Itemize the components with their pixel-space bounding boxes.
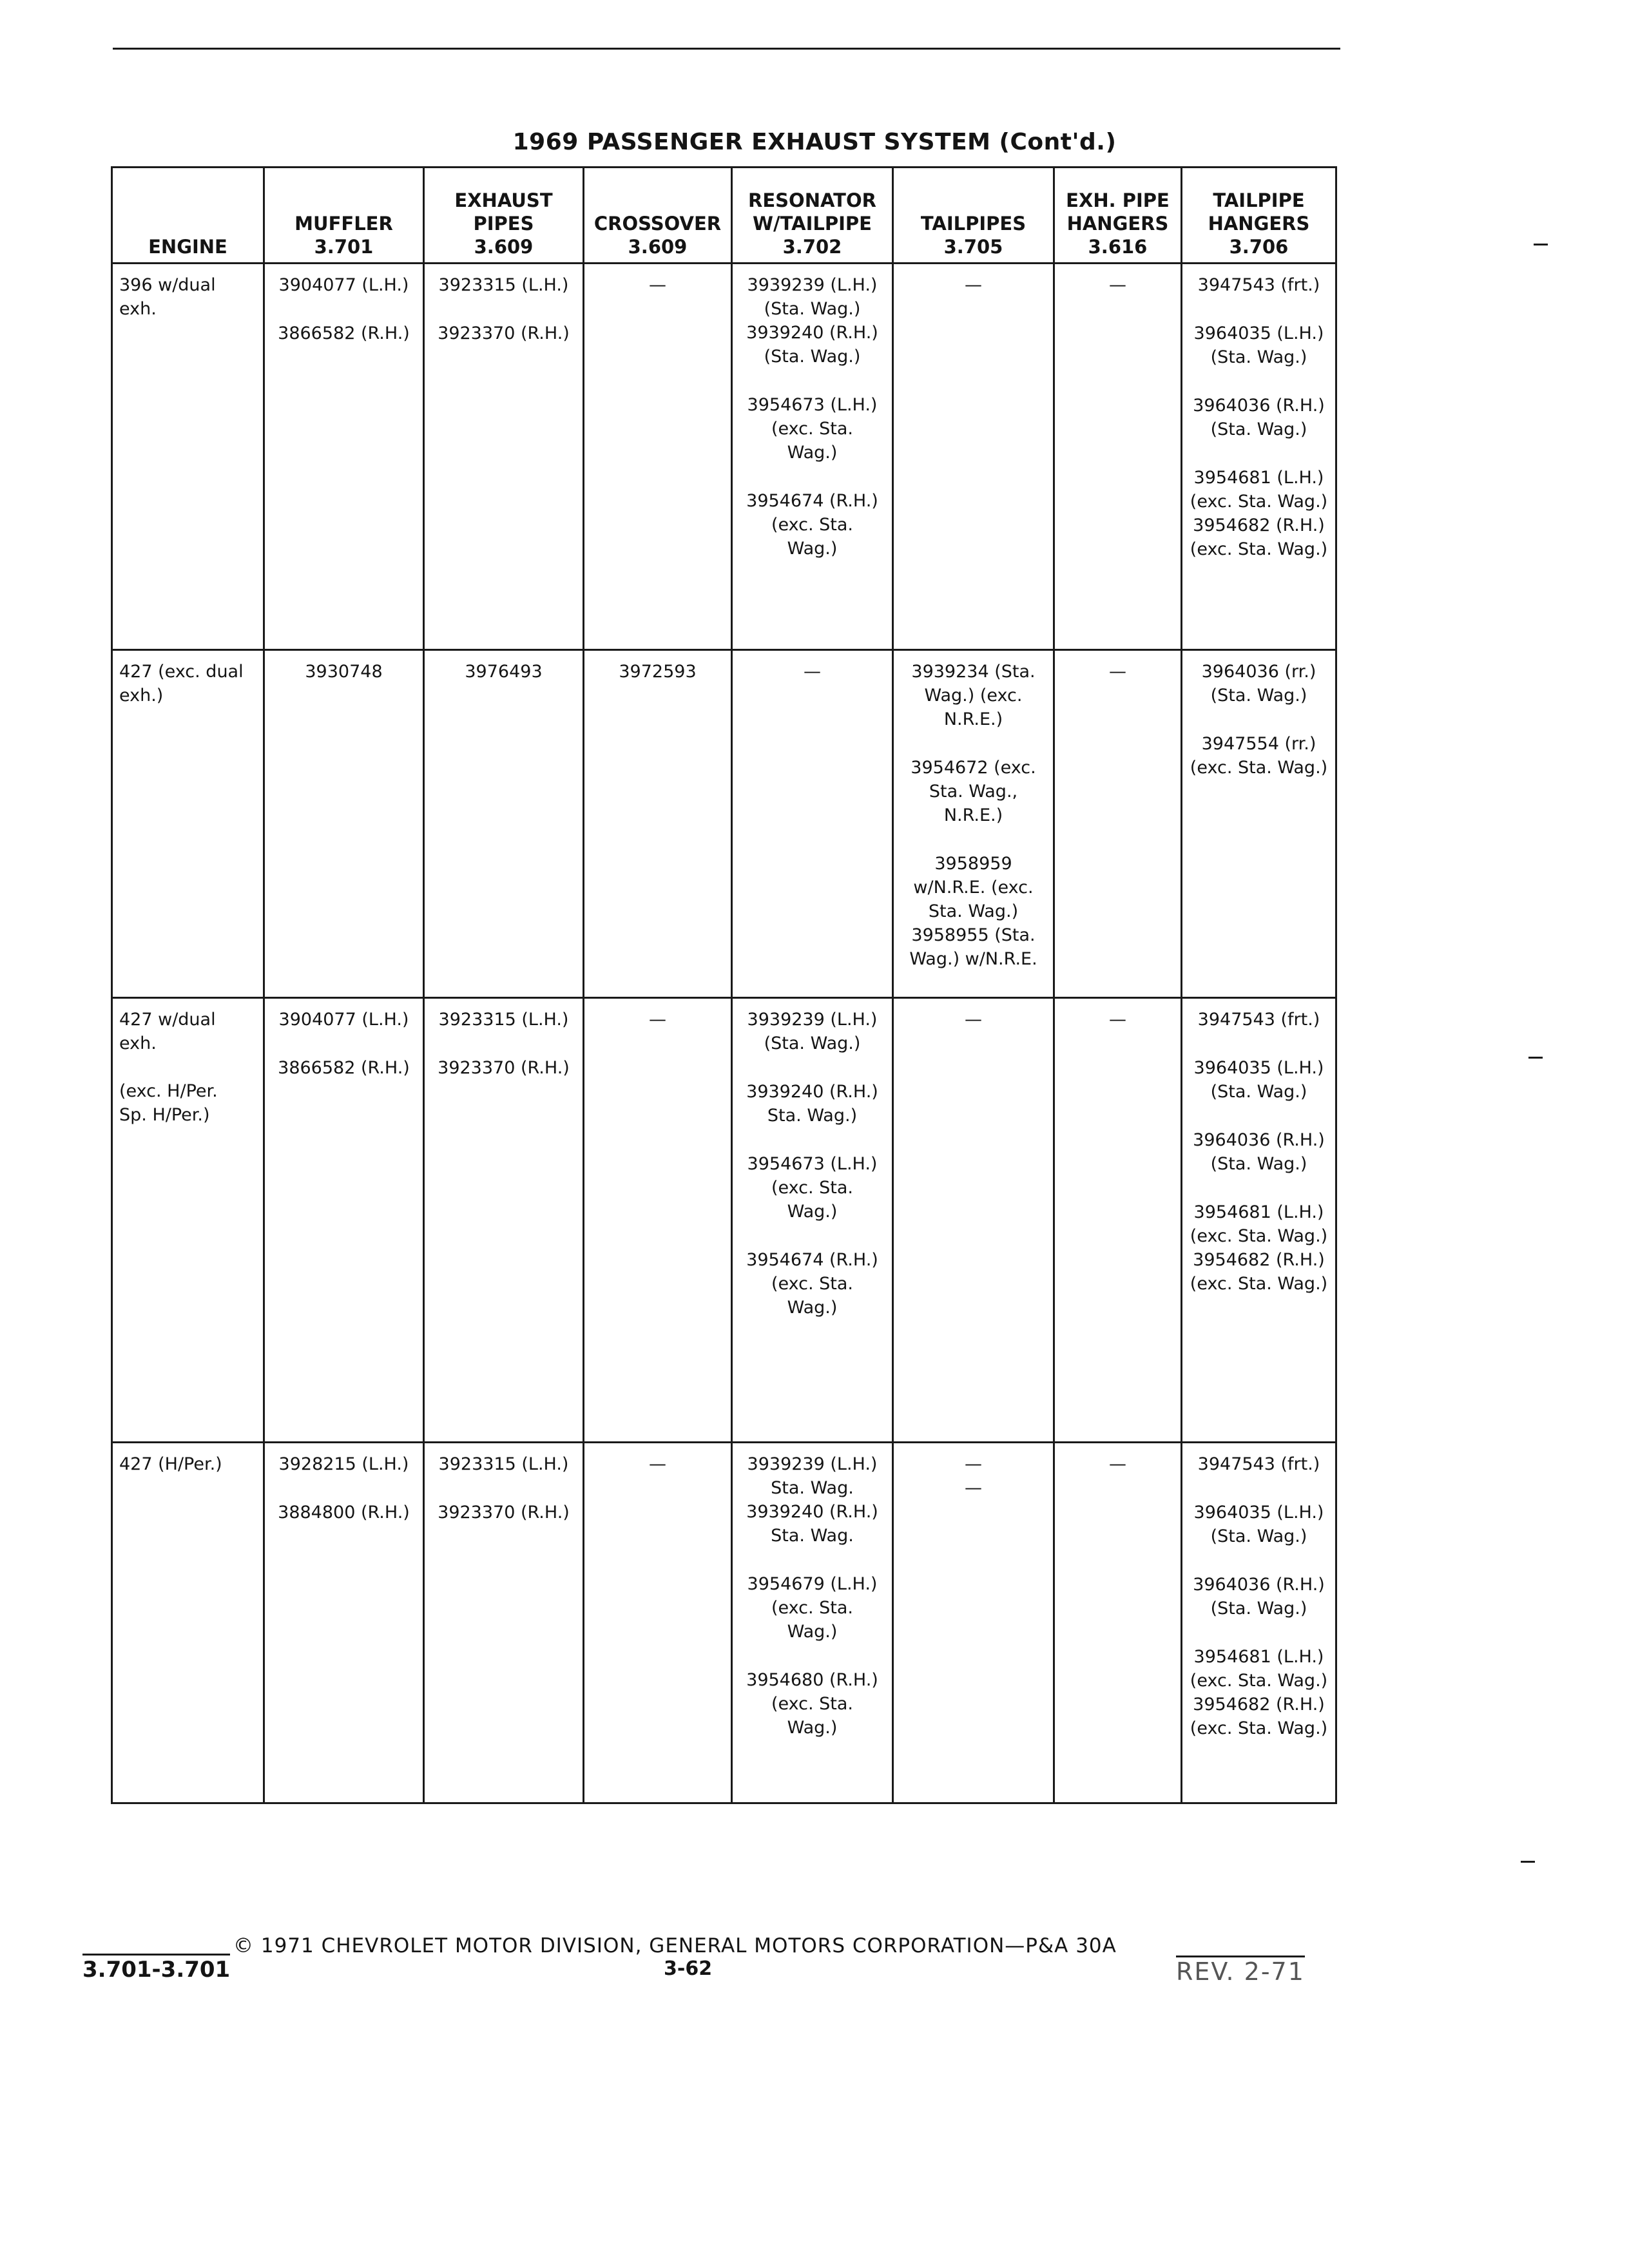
column-header-label: CROSSOVER <box>593 213 722 235</box>
column-header-0 <box>112 168 264 264</box>
tailpipes-cell <box>893 998 1054 1443</box>
tail-hangers-cell <box>1182 1443 1336 1803</box>
part-entry <box>896 1452 1050 1500</box>
part-entry <box>735 1668 889 1740</box>
part-line: — <box>965 1478 982 1498</box>
crossover-cell <box>584 1443 732 1803</box>
part-line: w/N.R.E. (exc. <box>913 878 1034 898</box>
part-line: 3954681 (L.H.) <box>1193 1202 1324 1222</box>
part-line: 3947554 (rr.) <box>1201 734 1316 754</box>
part-line: (exc. Sta. <box>771 515 854 535</box>
part-line: 3939239 (L.H.) <box>747 275 878 295</box>
column-header-1 <box>264 168 424 264</box>
exhaust-pipes-cell <box>424 264 584 650</box>
part-entry <box>896 756 1050 827</box>
part-entry <box>587 660 728 684</box>
part-line: — <box>965 1010 982 1030</box>
margin-tick <box>1528 1057 1543 1059</box>
part-line: Wag.) <box>787 1622 838 1642</box>
table-row <box>112 1443 1336 1803</box>
part-line: 3866582 (R.H.) <box>278 1058 410 1078</box>
part-line: N.R.E.) <box>943 709 1003 729</box>
part-line: 3976493 <box>465 662 543 682</box>
part-line: — <box>1109 275 1126 295</box>
part-line: (exc. Sta. Wag.) <box>1190 1274 1328 1294</box>
part-line: 3947543 (frt.) <box>1197 1454 1320 1474</box>
engine-cell <box>112 998 264 1443</box>
part-line: (Sta. Wag.) <box>764 347 861 367</box>
column-header-label: TAILPIPES <box>920 213 1027 235</box>
part-line: (exc. Sta. Wag.) <box>1190 1226 1328 1246</box>
part-entry <box>427 1056 580 1080</box>
part-line: 3954679 (L.H.) <box>747 1574 878 1594</box>
tail-hangers-cell <box>1182 650 1336 998</box>
part-line: (Sta. Wag.) <box>1210 1082 1307 1102</box>
engine-line <box>119 1055 260 1079</box>
part-line: 3972593 <box>619 662 697 682</box>
part-entry <box>1185 732 1333 780</box>
part-line: 3954680 (R.H.) <box>746 1670 878 1690</box>
part-entry <box>1185 1008 1333 1032</box>
part-entry <box>1185 1573 1333 1620</box>
column-header-7 <box>1182 168 1336 264</box>
part-line: Wag.) <box>787 443 838 463</box>
part-line: 3947543 (frt.) <box>1197 1010 1320 1030</box>
part-line: 3954681 (L.H.) <box>1193 1647 1324 1667</box>
part-entry <box>587 273 728 297</box>
engine-line: exh.) <box>119 686 164 706</box>
part-entry <box>735 1452 889 1548</box>
part-entry <box>1185 1200 1333 1296</box>
part-entry <box>1185 1452 1333 1476</box>
part-entry <box>1057 273 1178 297</box>
column-header-code: 3.702 <box>782 236 842 258</box>
part-line: (Sta. Wag.) <box>1210 1154 1307 1174</box>
part-line: 3958955 (Sta. <box>911 925 1036 945</box>
part-line: — <box>649 1010 666 1030</box>
column-header-label: EXHAUST PIPES <box>454 189 553 235</box>
part-line: — <box>1109 662 1126 682</box>
engine-line: 427 (H/Per.) <box>119 1454 222 1474</box>
part-entry <box>1185 1645 1333 1740</box>
part-entry <box>735 489 889 561</box>
part-line: — <box>1109 1454 1126 1474</box>
part-entry <box>1185 1128 1333 1176</box>
part-entry <box>1185 1501 1333 1548</box>
part-entry <box>735 1572 889 1644</box>
page-title: 1969 PASSENGER EXHAUST SYSTEM (Cont'd.) <box>512 129 1117 155</box>
part-line: 3928215 (L.H.) <box>278 1454 409 1474</box>
tail-hangers-cell <box>1182 998 1336 1443</box>
engine-line: (exc. H/Per. <box>119 1081 218 1101</box>
part-line: (Sta. Wag.) <box>1210 419 1307 439</box>
part-line: 3930748 <box>305 662 383 682</box>
part-line: (exc. Sta. <box>771 1274 854 1294</box>
crossover-cell <box>584 998 732 1443</box>
part-entry <box>427 322 580 345</box>
column-header-6 <box>1054 168 1182 264</box>
part-line: 3964035 (L.H.) <box>1193 1058 1324 1078</box>
tailpipes-cell <box>893 1443 1054 1803</box>
part-line: Sta. Wag., <box>929 782 1018 802</box>
table-header-row <box>112 168 1336 264</box>
part-entry <box>267 1056 420 1080</box>
part-line: 3964036 (rr.) <box>1201 662 1316 682</box>
part-line: 3866582 (R.H.) <box>278 323 410 343</box>
muffler-cell <box>264 650 424 998</box>
part-line: (Sta. Wag.) <box>764 1033 861 1053</box>
part-entry <box>267 322 420 345</box>
part-entry <box>427 1452 580 1476</box>
part-entry <box>1057 1008 1178 1032</box>
exhaust-pipes-cell <box>424 998 584 1443</box>
parts-sheet <box>111 166 1335 1777</box>
part-line: 3964036 (R.H.) <box>1193 1575 1325 1595</box>
column-header-code: 3.609 <box>474 236 534 258</box>
part-entry <box>267 1008 420 1032</box>
part-line: 3964035 (L.H.) <box>1193 1503 1324 1523</box>
part-entry <box>267 273 420 297</box>
part-line: 3904077 (L.H.) <box>278 275 409 295</box>
part-line: (exc. Sta. Wag.) <box>1190 1671 1328 1691</box>
engine-line: 427 (exc. dual <box>119 662 244 682</box>
part-entry <box>1057 1452 1178 1476</box>
part-line: 3923370 (R.H.) <box>438 1058 570 1078</box>
part-line: (Sta. Wag.) <box>1210 1526 1307 1546</box>
engine-line: 396 w/dual <box>119 275 216 295</box>
part-line: 3939240 (R.H.) <box>746 1502 878 1522</box>
crossover-cell <box>584 264 732 650</box>
table-row <box>112 264 1336 650</box>
part-line: — <box>965 275 982 295</box>
part-line: 3923315 (L.H.) <box>438 1010 569 1030</box>
part-line: Wag.) (exc. <box>924 686 1023 706</box>
part-entry <box>427 1008 580 1032</box>
resonator-cell <box>732 998 893 1443</box>
part-entry <box>735 1248 889 1320</box>
table-row <box>112 650 1336 998</box>
table-body <box>112 264 1336 1803</box>
part-line: (exc. Sta. <box>771 1178 854 1198</box>
part-line: 3923315 (L.H.) <box>438 275 569 295</box>
part-line: 3954673 (L.H.) <box>747 395 878 415</box>
part-line: 3954682 (R.H.) <box>1193 515 1325 535</box>
footer-copyright: © 1971 CHEVROLET MOTOR DIVISION, GENERAL MOTORS CORPORATION—P&A 30A <box>233 1934 1117 1957</box>
column-header-2 <box>424 168 584 264</box>
part-entry <box>267 1452 420 1476</box>
part-line: — <box>1109 1010 1126 1030</box>
part-line: (exc. Sta. Wag.) <box>1190 492 1328 512</box>
part-line: 3954682 (R.H.) <box>1193 1695 1325 1715</box>
exh-hangers-cell <box>1054 650 1182 998</box>
part-line: (exc. Sta. <box>771 1694 854 1714</box>
part-entry <box>896 660 1050 731</box>
part-line: 3939234 (Sta. <box>911 662 1036 682</box>
part-line: 3954682 (R.H.) <box>1193 1250 1325 1270</box>
part-line: N.R.E.) <box>943 805 1003 825</box>
part-line: Wag.) w/N.R.E. <box>909 949 1037 969</box>
part-line: Sta. Wag. <box>771 1478 854 1498</box>
crossover-cell <box>584 650 732 998</box>
resonator-cell <box>732 1443 893 1803</box>
column-header-label: ENGINE <box>148 236 227 258</box>
part-entry <box>1185 322 1333 369</box>
part-line: Wag.) <box>787 1202 838 1222</box>
part-line: 3939240 (R.H.) <box>746 323 878 343</box>
part-line: — <box>804 662 821 682</box>
part-line: 3939239 (L.H.) <box>747 1010 878 1030</box>
part-entry <box>1185 1056 1333 1104</box>
part-entry <box>587 1452 728 1476</box>
part-line: 3939239 (L.H.) <box>747 1454 878 1474</box>
part-line: 3884800 (R.H.) <box>278 1503 410 1523</box>
column-header-code: 3.701 <box>314 236 374 258</box>
part-entry <box>1185 273 1333 297</box>
part-line: Sta. Wag.) <box>928 901 1019 921</box>
engine-line: exh. <box>119 1033 157 1053</box>
part-line: — <box>649 275 666 295</box>
part-line: 3947543 (frt.) <box>1197 275 1320 295</box>
column-header-label: EXH. PIPE HANGERS <box>1066 189 1170 235</box>
part-entry <box>735 1008 889 1055</box>
part-line: (exc. Sta. <box>771 1598 854 1618</box>
part-line: 3954674 (R.H.) <box>746 1250 878 1270</box>
part-line: 3923370 (R.H.) <box>438 1503 570 1523</box>
part-line: (Sta. Wag.) <box>764 299 861 319</box>
part-entry <box>427 660 580 684</box>
part-entry <box>896 273 1050 297</box>
part-entry <box>427 273 580 297</box>
part-line: 3923370 (R.H.) <box>438 323 570 343</box>
exh-hangers-cell <box>1054 1443 1182 1803</box>
part-entry <box>267 1501 420 1524</box>
engine-line: Sp. H/Per.) <box>119 1105 210 1125</box>
exh-hangers-cell <box>1054 264 1182 650</box>
part-line: Sta. Wag.) <box>767 1106 858 1126</box>
part-entry <box>1057 660 1178 684</box>
footer-section-number: 3.701-3.701 <box>82 1954 230 1983</box>
engine-line: exh. <box>119 299 157 319</box>
engine-line: 427 w/dual <box>119 1010 216 1030</box>
part-line: (Sta. Wag.) <box>1210 347 1307 367</box>
margin-tick <box>1534 244 1548 245</box>
part-line: 3939240 (R.H.) <box>746 1082 878 1102</box>
footer-page-number: 3-62 <box>664 1957 713 1980</box>
column-header-label: MUFFLER <box>294 213 393 235</box>
part-line: Wag.) <box>787 1718 838 1738</box>
column-header-4 <box>732 168 893 264</box>
resonator-cell <box>732 650 893 998</box>
part-entry <box>427 1501 580 1524</box>
part-line: 3904077 (L.H.) <box>278 1010 409 1030</box>
table-row <box>112 998 1336 1443</box>
column-header-label: TAILPIPE HANGERS <box>1208 189 1310 235</box>
exhaust-pipes-cell <box>424 650 584 998</box>
muffler-cell <box>264 264 424 650</box>
column-header-5 <box>893 168 1054 264</box>
part-entry <box>735 273 889 369</box>
tailpipes-cell <box>893 650 1054 998</box>
part-line: 3954673 (L.H.) <box>747 1154 878 1174</box>
exhaust-parts-table <box>111 166 1337 1804</box>
column-header-3 <box>584 168 732 264</box>
part-line: 3954672 (exc. <box>911 758 1036 778</box>
part-line: — <box>649 1454 666 1474</box>
part-line: 3964036 (R.H.) <box>1193 1130 1325 1150</box>
tail-hangers-cell <box>1182 264 1336 650</box>
part-entry <box>735 1080 889 1128</box>
tailpipes-cell <box>893 264 1054 650</box>
part-entry <box>735 393 889 465</box>
part-line: 3923315 (L.H.) <box>438 1454 569 1474</box>
part-entry <box>1185 394 1333 441</box>
engine-cell <box>112 650 264 998</box>
part-line: (exc. Sta. Wag.) <box>1190 539 1328 559</box>
exh-hangers-cell <box>1054 998 1182 1443</box>
part-line: (exc. Sta. <box>771 419 854 439</box>
part-line: (exc. Sta. Wag.) <box>1190 758 1328 778</box>
part-entry <box>1185 466 1333 561</box>
top-rule <box>113 48 1340 50</box>
part-line: Wag.) <box>787 539 838 559</box>
part-entry <box>896 1008 1050 1032</box>
part-line: 3954674 (R.H.) <box>746 491 878 511</box>
part-entry <box>587 1008 728 1032</box>
column-header-code: 3.706 <box>1229 236 1289 258</box>
column-header-label: RESONATOR W/TAILPIPE <box>748 189 876 235</box>
resonator-cell <box>732 264 893 650</box>
part-line: Sta. Wag. <box>771 1526 854 1546</box>
part-entry <box>735 660 889 684</box>
part-line: 3964035 (L.H.) <box>1193 323 1324 343</box>
part-entry <box>896 852 1050 971</box>
column-header-code: 3.609 <box>628 236 688 258</box>
part-line: 3958959 <box>934 854 1012 874</box>
part-entry <box>1185 660 1333 707</box>
part-line: 3964036 (R.H.) <box>1193 396 1325 416</box>
part-line: 3954681 (L.H.) <box>1193 468 1324 488</box>
column-header-code: 3.616 <box>1088 236 1148 258</box>
part-entry <box>735 1152 889 1224</box>
part-line: — <box>965 1454 982 1474</box>
margin-tick <box>1521 1861 1535 1863</box>
muffler-cell <box>264 998 424 1443</box>
column-header-code: 3.705 <box>943 236 1003 258</box>
engine-cell <box>112 264 264 650</box>
part-line: (Sta. Wag.) <box>1210 686 1307 706</box>
exhaust-pipes-cell <box>424 1443 584 1803</box>
muffler-cell <box>264 1443 424 1803</box>
part-line: (exc. Sta. Wag.) <box>1190 1718 1328 1738</box>
engine-cell <box>112 1443 264 1803</box>
part-entry <box>267 660 420 684</box>
part-line: (Sta. Wag.) <box>1210 1599 1307 1619</box>
part-line: Wag.) <box>787 1298 838 1318</box>
footer-revision: REV. 2-71 <box>1176 1956 1305 1986</box>
